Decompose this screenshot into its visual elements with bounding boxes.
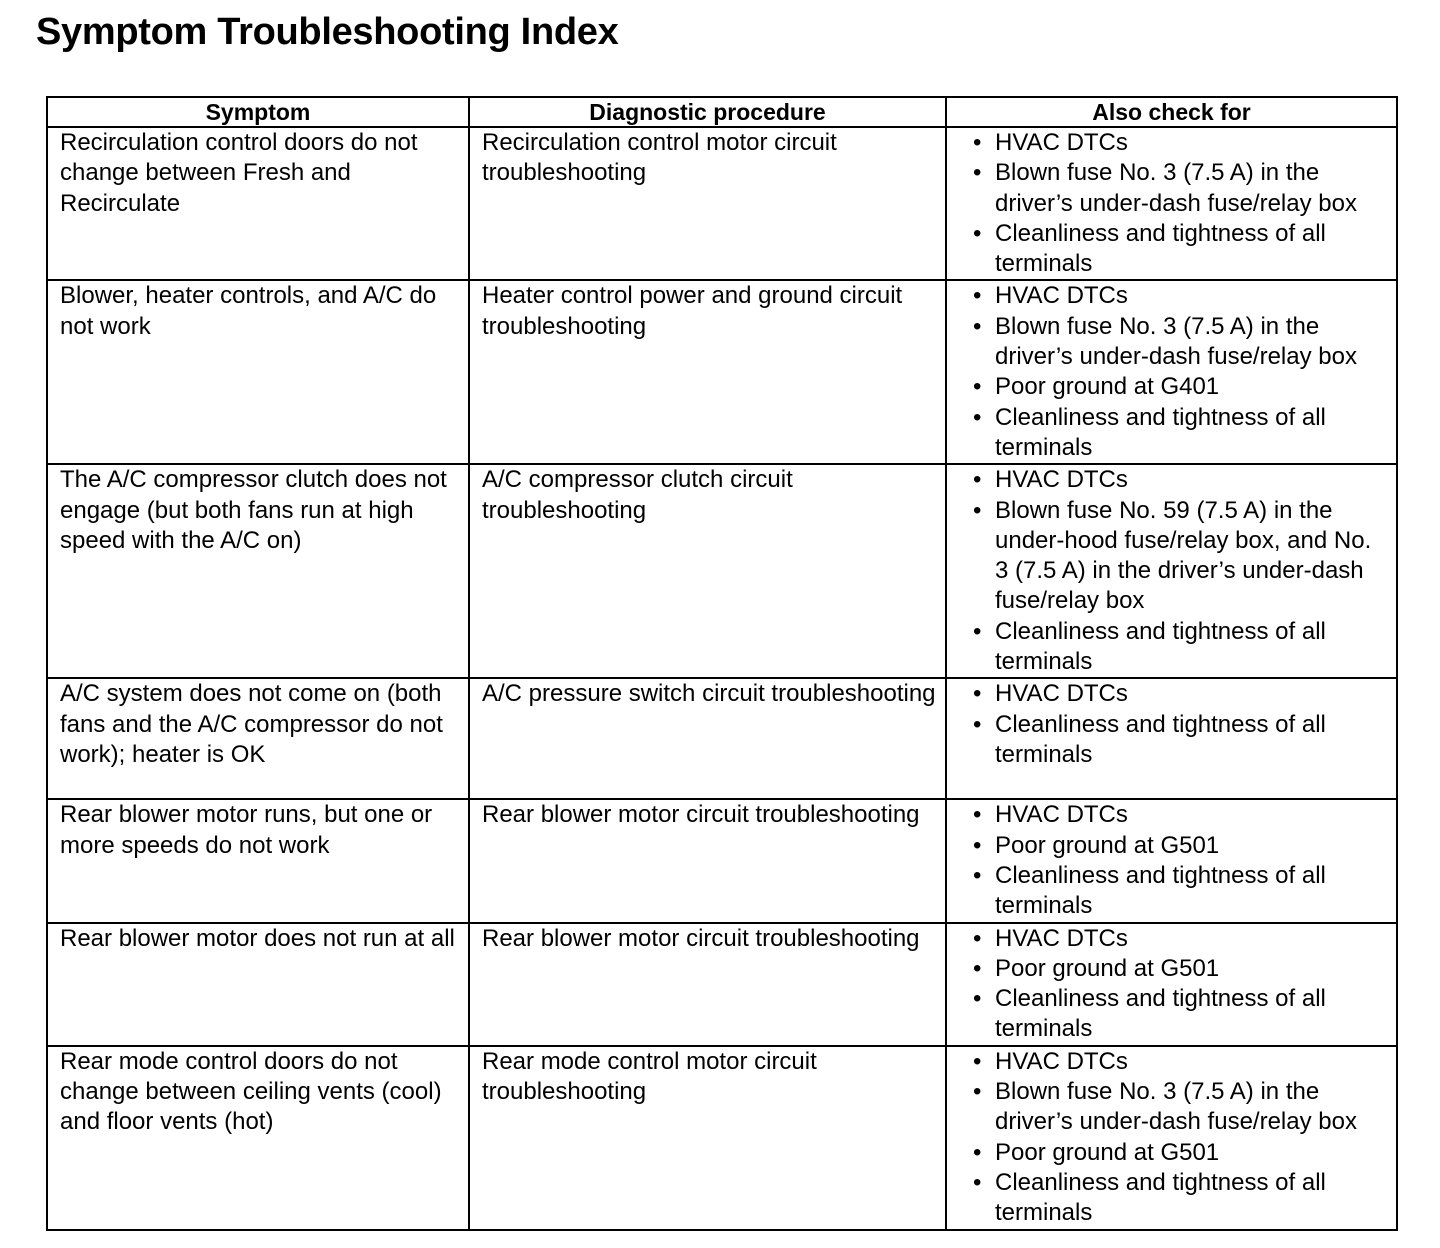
procedure-cell: Recirculation control motor circuit troubleshooting	[469, 127, 946, 280]
check-list	[959, 281, 1390, 463]
check-item: • HVAC DTCs	[995, 800, 1390, 830]
check-item: • Blown fuse No. 59 (7.5 A) in the under-hood fuse/relay box, and No. 3 (7.5 A) in the driver’s under-dash fuse/relay box	[995, 496, 1390, 617]
check-item: • Cleanliness and tightness of all terminals	[995, 984, 1390, 1045]
checks-cell	[946, 127, 1397, 280]
table-row	[47, 464, 1397, 678]
check-item: • HVAC DTCs	[995, 679, 1390, 709]
header-also-check-for: Also check for	[946, 97, 1397, 127]
check-item: • HVAC DTCs	[995, 281, 1390, 311]
procedure-cell: Rear blower motor circuit troubleshooting	[469, 923, 946, 1046]
checks-cell	[946, 464, 1397, 678]
checks-cell	[946, 923, 1397, 1046]
header-row	[47, 97, 1397, 127]
check-item: • Poor ground at G501	[995, 954, 1390, 984]
procedure-cell: A/C compressor clutch circuit troubleshooting	[469, 464, 946, 678]
table-row	[47, 799, 1397, 922]
header-diagnostic-procedure: Diagnostic procedure	[469, 97, 946, 127]
table-row	[47, 923, 1397, 1046]
check-list	[959, 465, 1390, 677]
troubleshooting-table	[46, 96, 1398, 1231]
check-item: • Blown fuse No. 3 (7.5 A) in the driver’s under-dash fuse/relay box	[995, 158, 1390, 219]
check-item: • Blown fuse No. 3 (7.5 A) in the driver’s under-dash fuse/relay box	[995, 1077, 1390, 1138]
table-row	[47, 127, 1397, 280]
check-list	[959, 800, 1390, 921]
check-item: • Poor ground at G501	[995, 1138, 1390, 1168]
symptom-cell: Rear mode control doors do not change between ceiling vents (cool) and floor vents (hot)	[47, 1046, 469, 1230]
check-item: • Cleanliness and tightness of all terminals	[995, 617, 1390, 678]
checks-cell	[946, 678, 1397, 799]
check-list	[959, 1047, 1390, 1229]
check-item: • Cleanliness and tightness of all terminals	[995, 1168, 1390, 1229]
table-row	[47, 280, 1397, 464]
header-symptom: Symptom	[47, 97, 469, 127]
symptom-cell: Rear blower motor runs, but one or more speeds do not work	[47, 799, 469, 922]
check-list	[959, 679, 1390, 770]
check-item: • HVAC DTCs	[995, 1047, 1390, 1077]
check-item: • Poor ground at G401	[995, 372, 1390, 402]
checks-cell	[946, 1046, 1397, 1230]
symptom-cell: A/C system does not come on (both fans and the A/C compressor do not work); heater is OK	[47, 678, 469, 799]
check-item: • Cleanliness and tightness of all terminals	[995, 861, 1390, 922]
procedure-cell: Heater control power and ground circuit troubleshooting	[469, 280, 946, 464]
table-row	[47, 1046, 1397, 1230]
check-item: • Cleanliness and tightness of all terminals	[995, 403, 1390, 464]
table-row	[47, 678, 1397, 799]
check-list	[959, 128, 1390, 279]
procedure-cell: A/C pressure switch circuit troubleshooting	[469, 678, 946, 799]
check-item: • HVAC DTCs	[995, 465, 1390, 495]
symptom-cell: Rear blower motor does not run at all	[47, 923, 469, 1046]
procedure-cell: Rear mode control motor circuit troubleshooting	[469, 1046, 946, 1230]
page-title: Symptom Troubleshooting Index	[36, 11, 619, 53]
symptom-cell: Recirculation control doors do not change between Fresh and Recirculate	[47, 127, 469, 280]
check-item: • Cleanliness and tightness of all terminals	[995, 219, 1390, 280]
symptom-cell: The A/C compressor clutch does not engage (but both fans run at high speed with the A/C on)	[47, 464, 469, 678]
checks-cell	[946, 280, 1397, 464]
check-item: • HVAC DTCs	[995, 924, 1390, 954]
check-item: • Blown fuse No. 3 (7.5 A) in the driver’s under-dash fuse/relay box	[995, 312, 1390, 373]
symptom-cell: Blower, heater controls, and A/C do not work	[47, 280, 469, 464]
check-item: • HVAC DTCs	[995, 128, 1390, 158]
procedure-cell: Rear blower motor circuit troubleshooting	[469, 799, 946, 922]
check-list	[959, 924, 1390, 1045]
check-item: • Poor ground at G501	[995, 831, 1390, 861]
check-item: • Cleanliness and tightness of all terminals	[995, 710, 1390, 771]
checks-cell	[946, 799, 1397, 922]
